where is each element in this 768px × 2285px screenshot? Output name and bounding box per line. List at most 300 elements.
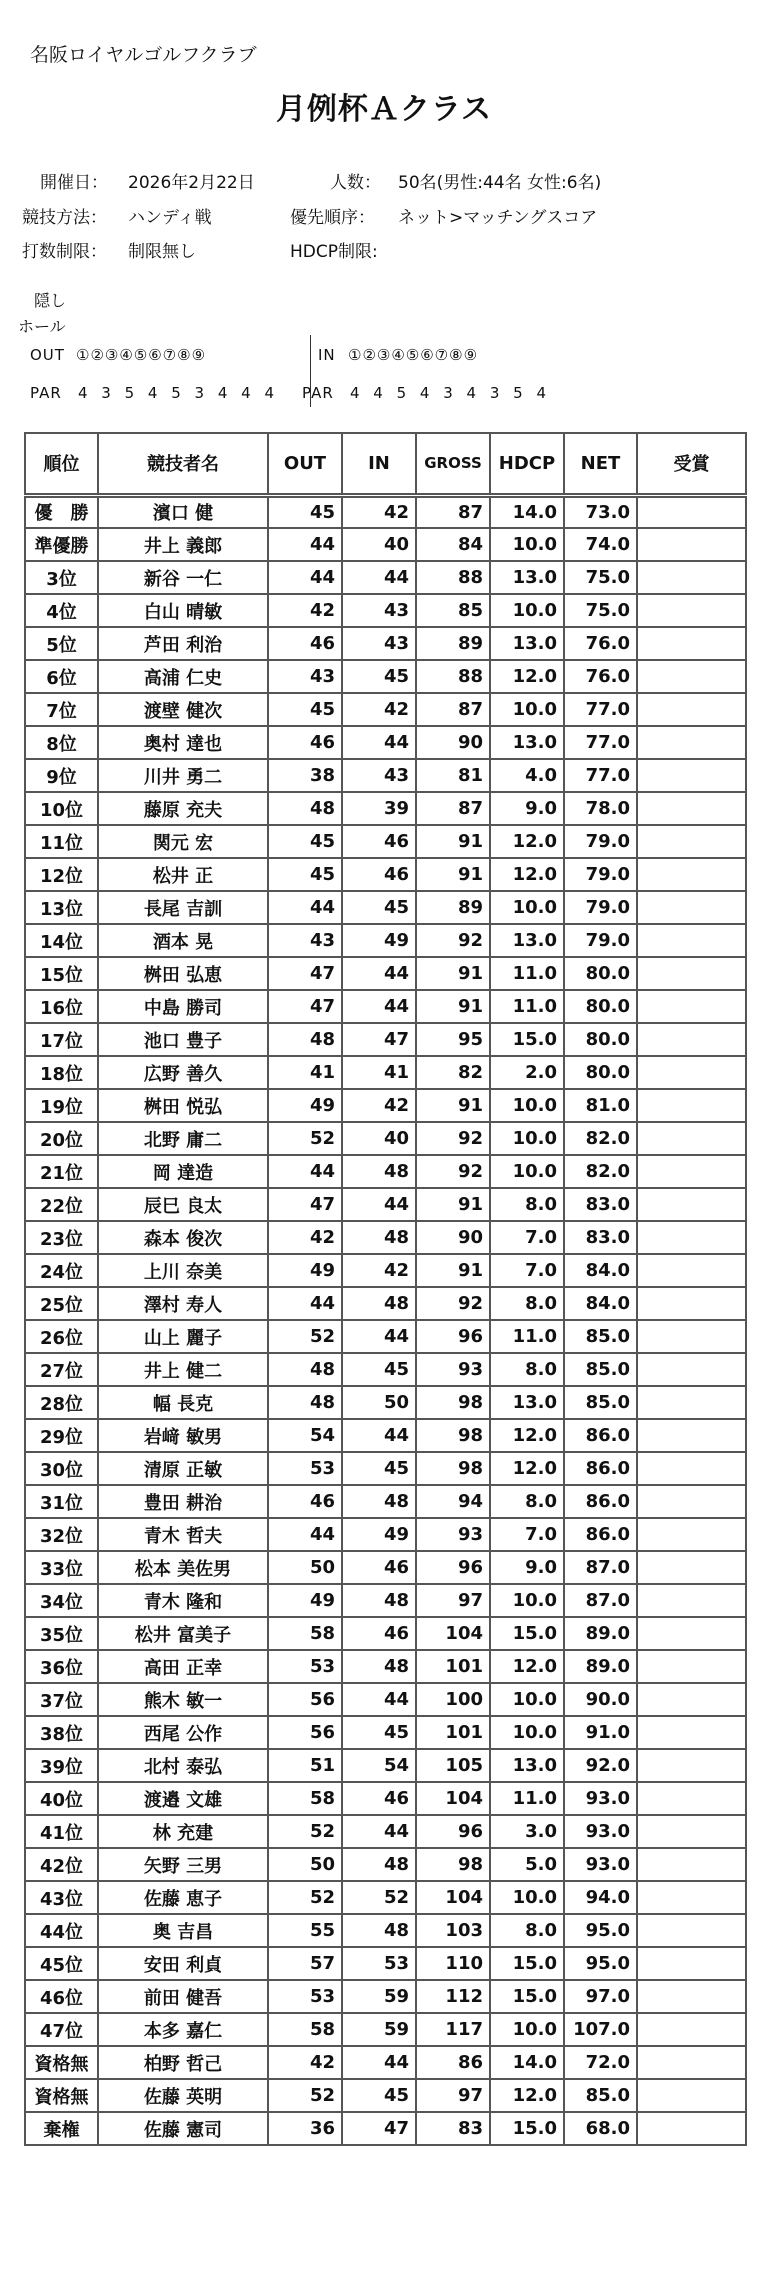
player-name-cell: 西尾 公作: [98, 1716, 268, 1749]
out-score-cell: 44: [268, 1518, 342, 1551]
hdcp-cell: 11.0: [490, 957, 564, 990]
gross-score-cell: 98: [416, 1452, 490, 1485]
date-value: 2026年2月22日: [128, 173, 255, 193]
rank-cell: 25位: [25, 1287, 98, 1320]
hdcp-cell: 11.0: [490, 990, 564, 1023]
player-name-cell: 佐藤 恵子: [98, 1881, 268, 1914]
gross-score-cell: 96: [416, 1551, 490, 1584]
rank-cell: 14位: [25, 924, 98, 957]
net-score-cell: 95.0: [564, 1947, 637, 1980]
gross-score-cell: 104: [416, 1782, 490, 1815]
gross-score-cell: 91: [416, 858, 490, 891]
hdcp-cell: 8.0: [490, 1353, 564, 1386]
award-cell: [637, 1914, 746, 1947]
out-score-cell: 51: [268, 1749, 342, 1782]
award-cell: [637, 1848, 746, 1881]
award-cell: [637, 1287, 746, 1320]
gross-score-cell: 92: [416, 1122, 490, 1155]
in-score-cell: 52: [342, 1881, 416, 1914]
award-cell: [637, 2046, 746, 2079]
out-score-cell: 45: [268, 495, 342, 528]
table-row: [25, 528, 746, 561]
player-name-cell: 井上 健二: [98, 1353, 268, 1386]
hdcp-cell: 12.0: [490, 1419, 564, 1452]
net-score-cell: 94.0: [564, 1881, 637, 1914]
col-header-net: NET: [564, 433, 637, 495]
player-name-cell: 新谷 一仁: [98, 561, 268, 594]
award-cell: [637, 957, 746, 990]
out-score-cell: 58: [268, 1617, 342, 1650]
gross-score-cell: 89: [416, 627, 490, 660]
net-score-cell: 80.0: [564, 957, 637, 990]
award-cell: [637, 1947, 746, 1980]
hdcp-cell: 2.0: [490, 1056, 564, 1089]
table-row: [25, 924, 746, 957]
hdcp-cell: 10.0: [490, 1089, 564, 1122]
award-cell: [637, 1815, 746, 1848]
net-score-cell: 76.0: [564, 660, 637, 693]
in-score-cell: 40: [342, 1122, 416, 1155]
player-name-cell: 井上 義郎: [98, 528, 268, 561]
award-cell: [637, 1320, 746, 1353]
player-name-cell: 松本 美佐男: [98, 1551, 268, 1584]
gross-score-cell: 91: [416, 825, 490, 858]
out-score-cell: 42: [268, 2046, 342, 2079]
player-name-cell: 高田 正幸: [98, 1650, 268, 1683]
net-score-cell: 92.0: [564, 1749, 637, 1782]
player-name-cell: 澤村 寿人: [98, 1287, 268, 1320]
rank-cell: 34位: [25, 1584, 98, 1617]
gross-score-cell: 97: [416, 2079, 490, 2112]
table-row: [25, 1848, 746, 1881]
in-score-cell: 59: [342, 1980, 416, 2013]
gross-score-cell: 90: [416, 726, 490, 759]
out-score-cell: 44: [268, 1287, 342, 1320]
table-row: [25, 2079, 746, 2112]
player-name-cell: 長尾 吉訓: [98, 891, 268, 924]
net-score-cell: 75.0: [564, 594, 637, 627]
player-name-cell: 森本 俊次: [98, 1221, 268, 1254]
hdcp-cell: 10.0: [490, 891, 564, 924]
gross-score-cell: 105: [416, 1749, 490, 1782]
table-row: [25, 660, 746, 693]
net-score-cell: 79.0: [564, 858, 637, 891]
rank-cell: 24位: [25, 1254, 98, 1287]
rank-cell: 22位: [25, 1188, 98, 1221]
in-score-cell: 45: [342, 891, 416, 924]
net-score-cell: 86.0: [564, 1485, 637, 1518]
net-score-cell: 86.0: [564, 1419, 637, 1452]
gross-score-cell: 98: [416, 1386, 490, 1419]
gross-score-cell: 89: [416, 891, 490, 924]
col-header-in: IN: [342, 433, 416, 495]
in-score-cell: 45: [342, 2079, 416, 2112]
rank-cell: 8位: [25, 726, 98, 759]
hdcp-cell: 13.0: [490, 627, 564, 660]
hdcp-cell: 15.0: [490, 1980, 564, 2013]
hidden-hole-label-1: 隠し: [34, 291, 67, 310]
table-row: [25, 1782, 746, 1815]
player-name-cell: 桝田 悦弘: [98, 1089, 268, 1122]
hdcp-cell: 12.0: [490, 1650, 564, 1683]
award-cell: [637, 1980, 746, 2013]
in-score-cell: 44: [342, 1815, 416, 1848]
award-cell: [637, 1188, 746, 1221]
table-row: [25, 1089, 746, 1122]
player-name-cell: 岡 達造: [98, 1155, 268, 1188]
gross-score-cell: 101: [416, 1716, 490, 1749]
hdcp-cell: 10.0: [490, 528, 564, 561]
hdcp-cell: 12.0: [490, 660, 564, 693]
table-row: [25, 1914, 746, 1947]
in-score-cell: 45: [342, 1452, 416, 1485]
hdcp-cell: 10.0: [490, 1683, 564, 1716]
table-row: [25, 957, 746, 990]
award-cell: [637, 1617, 746, 1650]
net-score-cell: 80.0: [564, 1023, 637, 1056]
out-score-cell: 53: [268, 1650, 342, 1683]
net-score-cell: 85.0: [564, 1353, 637, 1386]
out-score-cell: 38: [268, 759, 342, 792]
net-score-cell: 77.0: [564, 759, 637, 792]
hdcp-cell: 12.0: [490, 825, 564, 858]
players-value: 50名(男性:44名 女性:6名): [398, 173, 602, 193]
out-score-cell: 45: [268, 858, 342, 891]
rank-cell: 7位: [25, 693, 98, 726]
rank-cell: 16位: [25, 990, 98, 1023]
gross-score-cell: 100: [416, 1683, 490, 1716]
hdcp-cell: 10.0: [490, 1881, 564, 1914]
net-score-cell: 93.0: [564, 1848, 637, 1881]
hdcp-cell: 10.0: [490, 2013, 564, 2046]
net-score-cell: 93.0: [564, 1782, 637, 1815]
out-score-cell: 45: [268, 825, 342, 858]
rank-cell: 20位: [25, 1122, 98, 1155]
out-score-cell: 50: [268, 1848, 342, 1881]
gross-score-cell: 83: [416, 2112, 490, 2145]
rank-cell: 4位: [25, 594, 98, 627]
out-hidden-holes: ①②③④⑤⑥⑦⑧⑨: [76, 346, 207, 364]
player-name-cell: 渡邉 文雄: [98, 1782, 268, 1815]
in-score-cell: 48: [342, 1287, 416, 1320]
hdcp-cell: 15.0: [490, 1023, 564, 1056]
gross-score-cell: 117: [416, 2013, 490, 2046]
rank-cell: 30位: [25, 1452, 98, 1485]
table-row: [25, 1023, 746, 1056]
net-score-cell: 87.0: [564, 1584, 637, 1617]
out-score-cell: 57: [268, 1947, 342, 1980]
in-score-cell: 48: [342, 1848, 416, 1881]
gross-score-cell: 94: [416, 1485, 490, 1518]
out-score-cell: 47: [268, 957, 342, 990]
priority-label: 優先順序：: [290, 208, 375, 228]
hdcp-cell: 4.0: [490, 759, 564, 792]
award-cell: [637, 1650, 746, 1683]
table-row: [25, 495, 746, 528]
rank-cell: 46位: [25, 1980, 98, 2013]
award-cell: [637, 858, 746, 891]
in-score-cell: 44: [342, 2046, 416, 2079]
out-score-cell: 44: [268, 891, 342, 924]
gross-score-cell: 103: [416, 1914, 490, 1947]
gross-score-cell: 91: [416, 1089, 490, 1122]
award-cell: [637, 1584, 746, 1617]
table-row: [25, 1386, 746, 1419]
in-par-label: PAR: [302, 384, 334, 402]
hdcp-cell: 14.0: [490, 495, 564, 528]
out-label: OUT: [30, 346, 65, 364]
hdcp-cell: 12.0: [490, 858, 564, 891]
table-row: [25, 1485, 746, 1518]
rank-cell: 21位: [25, 1155, 98, 1188]
player-name-cell: 北野 庸二: [98, 1122, 268, 1155]
table-row: [25, 759, 746, 792]
out-par-label: PAR: [30, 384, 62, 402]
rank-cell: 13位: [25, 891, 98, 924]
rank-cell: 優 勝: [25, 495, 98, 528]
out-score-cell: 49: [268, 1254, 342, 1287]
player-name-cell: 藤原 充夫: [98, 792, 268, 825]
table-row: [25, 990, 746, 1023]
in-score-cell: 44: [342, 957, 416, 990]
player-name-cell: 幅 長克: [98, 1386, 268, 1419]
award-cell: [637, 2112, 746, 2145]
out-score-cell: 41: [268, 1056, 342, 1089]
net-score-cell: 73.0: [564, 495, 637, 528]
net-score-cell: 87.0: [564, 1551, 637, 1584]
gross-score-cell: 98: [416, 1848, 490, 1881]
page-title: 月例杯Ａクラス: [275, 92, 493, 127]
player-name-cell: 松井 富美子: [98, 1617, 268, 1650]
award-cell: [637, 594, 746, 627]
net-score-cell: 82.0: [564, 1122, 637, 1155]
method-value: ハンディ戦: [128, 208, 212, 228]
award-cell: [637, 759, 746, 792]
net-score-cell: 85.0: [564, 1320, 637, 1353]
in-score-cell: 45: [342, 660, 416, 693]
in-score-cell: 42: [342, 1254, 416, 1287]
table-row: [25, 858, 746, 891]
award-cell: [637, 891, 746, 924]
award-cell: [637, 1122, 746, 1155]
award-cell: [637, 792, 746, 825]
award-cell: [637, 2079, 746, 2112]
net-score-cell: 79.0: [564, 891, 637, 924]
in-score-cell: 48: [342, 1221, 416, 1254]
col-header-rank: 順位: [25, 433, 98, 495]
table-row: [25, 1980, 746, 2013]
rank-cell: 10位: [25, 792, 98, 825]
in-score-cell: 48: [342, 1485, 416, 1518]
player-name-cell: 熊木 敏一: [98, 1683, 268, 1716]
player-name-cell: 安田 利貞: [98, 1947, 268, 1980]
award-cell: [637, 495, 746, 528]
award-cell: [637, 1749, 746, 1782]
award-cell: [637, 2013, 746, 2046]
out-score-cell: 48: [268, 1386, 342, 1419]
in-label: IN: [318, 346, 336, 364]
table-row: [25, 627, 746, 660]
in-score-cell: 44: [342, 1188, 416, 1221]
rank-cell: 32位: [25, 1518, 98, 1551]
in-score-cell: 42: [342, 1089, 416, 1122]
rank-cell: 資格無: [25, 2079, 98, 2112]
net-score-cell: 83.0: [564, 1221, 637, 1254]
award-cell: [637, 1881, 746, 1914]
out-score-cell: 48: [268, 1353, 342, 1386]
player-name-cell: 上川 奈美: [98, 1254, 268, 1287]
hdcp-cell: 15.0: [490, 1617, 564, 1650]
hdcp-cell: 15.0: [490, 2112, 564, 2145]
col-header-out: OUT: [268, 433, 342, 495]
rank-cell: 資格無: [25, 2046, 98, 2079]
player-name-cell: 中島 勝司: [98, 990, 268, 1023]
out-score-cell: 52: [268, 1881, 342, 1914]
rank-cell: 6位: [25, 660, 98, 693]
rank-cell: 28位: [25, 1386, 98, 1419]
net-score-cell: 85.0: [564, 1386, 637, 1419]
club-name: 名阪ロイヤルゴルフクラブ: [30, 44, 257, 66]
in-score-cell: 44: [342, 726, 416, 759]
hdcp-cell: 7.0: [490, 1254, 564, 1287]
in-hidden-holes: ①②③④⑤⑥⑦⑧⑨: [348, 346, 479, 364]
in-score-cell: 46: [342, 858, 416, 891]
in-score-cell: 49: [342, 1518, 416, 1551]
table-row: [25, 2013, 746, 2046]
priority-value: ネット>マッチングスコア: [398, 208, 598, 228]
table-row: [25, 1254, 746, 1287]
hdcp-cell: 9.0: [490, 792, 564, 825]
hdcp-cell: 8.0: [490, 1485, 564, 1518]
rank-cell: 18位: [25, 1056, 98, 1089]
award-cell: [637, 1452, 746, 1485]
gross-score-cell: 85: [416, 594, 490, 627]
rank-cell: 5位: [25, 627, 98, 660]
net-score-cell: 90.0: [564, 1683, 637, 1716]
rank-cell: 27位: [25, 1353, 98, 1386]
out-score-cell: 53: [268, 1980, 342, 2013]
rank-cell: 37位: [25, 1683, 98, 1716]
award-cell: [637, 1485, 746, 1518]
out-score-cell: 47: [268, 990, 342, 1023]
table-row: [25, 1287, 746, 1320]
award-cell: [637, 1089, 746, 1122]
in-score-cell: 45: [342, 1716, 416, 1749]
hdcp-cell: 11.0: [490, 1782, 564, 1815]
in-score-cell: 59: [342, 2013, 416, 2046]
net-score-cell: 89.0: [564, 1617, 637, 1650]
table-row: [25, 1617, 746, 1650]
in-score-cell: 54: [342, 1749, 416, 1782]
award-cell: [637, 627, 746, 660]
out-score-cell: 58: [268, 1782, 342, 1815]
in-score-cell: 46: [342, 1782, 416, 1815]
player-name-cell: 豊田 耕治: [98, 1485, 268, 1518]
in-score-cell: 44: [342, 1419, 416, 1452]
out-score-cell: 53: [268, 1452, 342, 1485]
award-cell: [637, 1023, 746, 1056]
hdcp-cell: 3.0: [490, 1815, 564, 1848]
gross-score-cell: 81: [416, 759, 490, 792]
award-cell: [637, 924, 746, 957]
net-score-cell: 75.0: [564, 561, 637, 594]
in-score-cell: 48: [342, 1155, 416, 1188]
table-row: [25, 1056, 746, 1089]
table-row: [25, 1452, 746, 1485]
net-score-cell: 79.0: [564, 825, 637, 858]
table-row: [25, 594, 746, 627]
player-name-cell: 高浦 仁史: [98, 660, 268, 693]
net-score-cell: 91.0: [564, 1716, 637, 1749]
gross-score-cell: 93: [416, 1518, 490, 1551]
net-score-cell: 84.0: [564, 1287, 637, 1320]
hdcp-cell: 10.0: [490, 1716, 564, 1749]
hdcp-limit-label: HDCP制限:: [290, 242, 378, 262]
hdcp-cell: 13.0: [490, 924, 564, 957]
out-score-cell: 52: [268, 1815, 342, 1848]
out-score-cell: 42: [268, 594, 342, 627]
net-score-cell: 86.0: [564, 1518, 637, 1551]
col-header-gross: GROSS: [416, 433, 490, 495]
award-cell: [637, 1353, 746, 1386]
player-name-cell: 白山 晴敏: [98, 594, 268, 627]
table-row: [25, 1551, 746, 1584]
stroke-limit-label: 打数制限：: [22, 242, 107, 262]
hdcp-cell: 14.0: [490, 2046, 564, 2079]
player-name-cell: 北村 泰弘: [98, 1749, 268, 1782]
in-score-cell: 48: [342, 1914, 416, 1947]
gross-score-cell: 91: [416, 957, 490, 990]
table-row: [25, 1749, 746, 1782]
hdcp-cell: 8.0: [490, 1914, 564, 1947]
award-cell: [637, 1551, 746, 1584]
rank-cell: 準優勝: [25, 528, 98, 561]
table-row: [25, 1155, 746, 1188]
gross-score-cell: 97: [416, 1584, 490, 1617]
award-cell: [637, 1419, 746, 1452]
table-row: [25, 1716, 746, 1749]
table-row: [25, 825, 746, 858]
in-score-cell: 49: [342, 924, 416, 957]
award-cell: [637, 693, 746, 726]
out-score-cell: 47: [268, 1188, 342, 1221]
results-body: [25, 495, 746, 2145]
award-cell: [637, 1056, 746, 1089]
gross-score-cell: 82: [416, 1056, 490, 1089]
in-score-cell: 44: [342, 1683, 416, 1716]
award-cell: [637, 1386, 746, 1419]
net-score-cell: 80.0: [564, 990, 637, 1023]
table-row: [25, 1320, 746, 1353]
hdcp-cell: 10.0: [490, 693, 564, 726]
table-row: [25, 561, 746, 594]
net-score-cell: 86.0: [564, 1452, 637, 1485]
out-score-cell: 52: [268, 1122, 342, 1155]
out-score-cell: 44: [268, 1155, 342, 1188]
out-score-cell: 56: [268, 1716, 342, 1749]
in-score-cell: 44: [342, 561, 416, 594]
net-score-cell: 82.0: [564, 1155, 637, 1188]
out-score-cell: 54: [268, 1419, 342, 1452]
in-score-cell: 50: [342, 1386, 416, 1419]
hdcp-cell: 8.0: [490, 1188, 564, 1221]
player-name-cell: 佐藤 憲司: [98, 2112, 268, 2145]
table-row: [25, 1584, 746, 1617]
gross-score-cell: 88: [416, 561, 490, 594]
in-score-cell: 46: [342, 1617, 416, 1650]
net-score-cell: 78.0: [564, 792, 637, 825]
player-name-cell: 山上 麗子: [98, 1320, 268, 1353]
